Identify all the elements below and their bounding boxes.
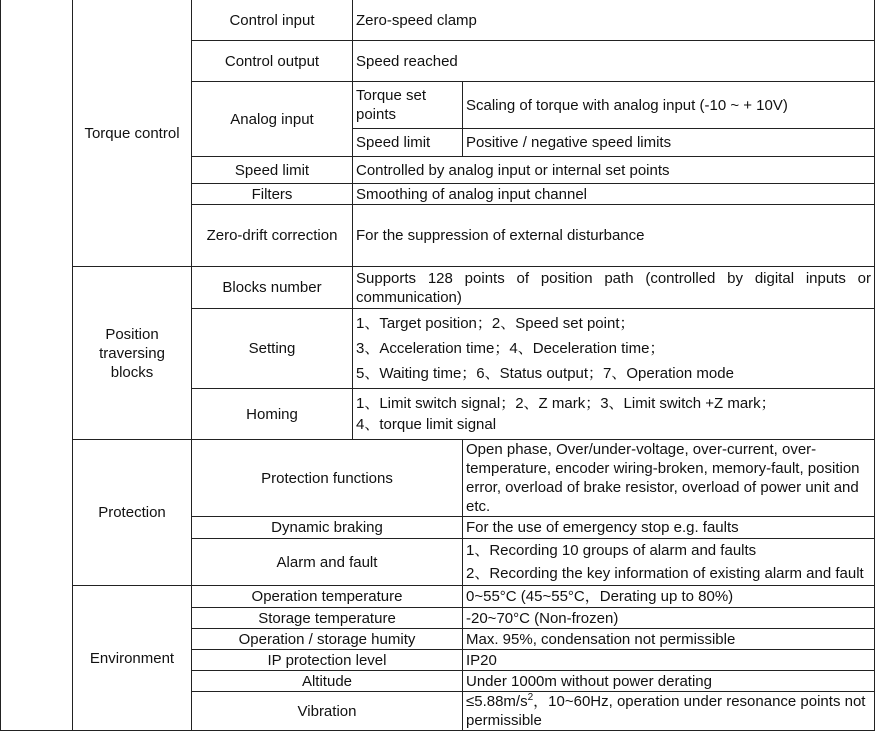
control-output-value: Speed reached [353,41,875,82]
alarm-fault-label: Alarm and fault [192,539,463,586]
alarm-fault-line-2: 2、Recording the key information of existing alarm and fault [466,565,864,582]
altitude-value: Under 1000m without power derating [463,671,875,692]
homing-line-1: 1、Limit switch signal；2、Z mark；3、Limit switch +Z mark； [356,395,776,412]
blank-category-cell [1,0,73,731]
blocks-number-label: Blocks number [192,267,353,309]
position-category: Position traversing blocks [73,267,192,440]
blocks-number-value: Supports 128 points of position path (controlled by digital inputs or communication) [353,267,875,309]
altitude-label: Altitude [192,671,463,692]
row-operation-temperature [1,586,875,608]
storage-temperature-value: -20~70°C (Non-frozen) [463,608,875,629]
filters-value: Smoothing of analog input channel [353,184,875,205]
humidity-label: Operation / storage humity [192,629,463,650]
homing-label: Homing [192,389,353,440]
protection-functions-value: Open phase, Over/under-voltage, over-current, over-temperature, encoder wiring-broken, memory-fault, position error, overload of brake resistor, overload of power unit and etc. [463,440,875,517]
analog-speed-limit-value: Positive / negative speed limits [463,129,875,157]
row-blocks-number [1,267,875,309]
ip-level-value: IP20 [463,650,875,671]
vibration-value [463,692,875,731]
alarm-fault-line-1: 1、Recording 10 groups of alarm and faults [466,542,757,559]
storage-temperature-label: Storage temperature [192,608,463,629]
setting-value [353,309,875,389]
setting-line-3: 5、Waiting time；6、Status output；7、Operation mode [356,365,734,382]
speed-limit-value: Controlled by analog input or internal set points [353,157,875,184]
vibration-value-suffix: ，10~60Hz, operation under resonance points not permissible [466,693,866,729]
homing-line-2: 4、torque limit signal [356,416,497,433]
torque-set-points-label: Torque set points [353,82,463,129]
setting-line-1: 1、Target position；2、Speed set point； [356,315,635,332]
control-input-value: Zero-speed clamp [353,0,875,41]
torque-set-points-value: Scaling of torque with analog input (-10 ~ + 10V) [463,82,875,129]
zero-drift-value: For the suppression of external disturbance [353,205,875,267]
control-input-label: Control input [192,0,353,41]
setting-label: Setting [192,309,353,389]
filters-label: Filters [192,184,353,205]
ip-level-label: IP protection level [192,650,463,671]
zero-drift-label: Zero-drift correction [192,205,353,267]
homing-value [353,389,875,440]
vibration-value-exponent: 2 [527,692,534,703]
alarm-fault-value [463,539,875,586]
humidity-value: Max. 95%, condensation not permissible [463,629,875,650]
dynamic-braking-value: For the use of emergency stop e.g. faults [463,517,875,539]
dynamic-braking-label: Dynamic braking [192,517,463,539]
operation-temperature-label: Operation temperature [192,586,463,608]
analog-speed-limit-label: Speed limit [353,129,463,157]
vibration-label: Vibration [192,692,463,731]
control-output-label: Control output [192,41,353,82]
environment-category: Environment [73,586,192,731]
protection-category: Protection [73,440,192,586]
vibration-value-prefix: ≤5.88m/s [466,693,528,710]
torque-control-category: Torque control [73,0,192,267]
row-control-input [1,0,875,41]
operation-temperature-value: 0~55°C (45~55°C，Derating up to 80%) [463,586,875,608]
protection-functions-label: Protection functions [192,440,463,517]
row-protection-functions [1,440,875,517]
setting-line-2: 3、Acceleration time；4、Deceleration time； [356,340,665,357]
speed-limit-label: Speed limit [192,157,353,184]
analog-input-label: Analog input [192,82,353,157]
